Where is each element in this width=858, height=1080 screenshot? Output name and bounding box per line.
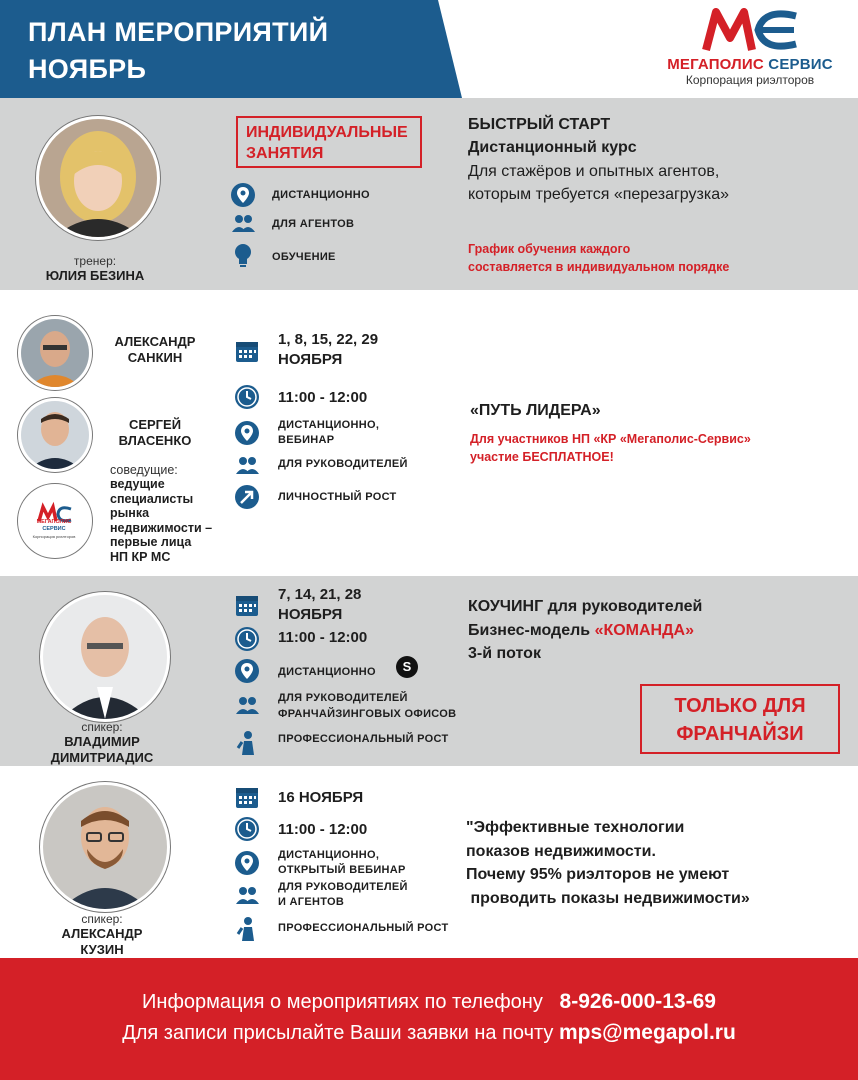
location-pin-icon bbox=[234, 658, 260, 684]
cohosts-desc-line: первые лица bbox=[110, 535, 192, 549]
host-2-first-name: СЕРГЕЙ bbox=[128, 417, 182, 432]
speaker-first-name: АЛЕКСАНДР bbox=[61, 926, 143, 941]
coaching-label: КОУЧИНГ bbox=[468, 598, 544, 615]
host-1-photo bbox=[18, 316, 92, 390]
clock-icon bbox=[234, 384, 260, 410]
speaker-caption: спикер: bbox=[81, 912, 123, 926]
dates-line-1: 7, 14, 21, 28 bbox=[278, 586, 362, 603]
calendar-icon bbox=[234, 784, 260, 810]
host-1-first-name: АЛЕКСАНДР bbox=[114, 334, 196, 349]
host-1-last-name: САНКИН bbox=[127, 350, 183, 365]
event-desc-line-2: которым требуется «перезагрузка» bbox=[468, 186, 729, 203]
company-logo-name bbox=[650, 56, 850, 73]
location-pin-icon bbox=[230, 182, 256, 208]
event-title-line-3: 3-й поток bbox=[468, 645, 541, 662]
title-line: "Эффективные технологии bbox=[466, 819, 685, 836]
lightbulb-icon bbox=[230, 242, 256, 268]
company-tagline: Корпорация риэлторов bbox=[685, 73, 815, 87]
event-topic: ЛИЧНОСТНЫЙ РОСТ bbox=[278, 491, 397, 503]
format-line-1: ДИСТАНЦИОННО, bbox=[278, 849, 380, 861]
title-line: проводить показы недвижимости» bbox=[466, 889, 750, 907]
event-subtitle: Дистанционный курс bbox=[468, 139, 637, 156]
contact-footer bbox=[0, 958, 858, 1080]
host-2-last-name: ВЛАСЕНКО bbox=[118, 433, 192, 448]
cohosts-desc-line: специалисты bbox=[110, 491, 194, 506]
event-time: 11:00 - 12:00 bbox=[278, 389, 368, 406]
people-icon bbox=[234, 452, 260, 478]
phone-number[interactable]: 8-926-000-13-69 bbox=[559, 990, 716, 1013]
speaker-last-name: КУЗИН bbox=[80, 942, 124, 957]
event-format: ДИСТАНЦИОННО bbox=[278, 666, 376, 678]
business-model-label: Бизнес-модель bbox=[468, 622, 595, 639]
phone-line bbox=[0, 990, 858, 1014]
trainer-caption: тренер: bbox=[73, 254, 117, 268]
event-leader-path bbox=[0, 290, 858, 576]
event-topic: ПРОФЕССИОНАЛЬНЫЙ РОСТ bbox=[278, 733, 449, 745]
speaker-photo bbox=[40, 592, 170, 722]
person-growth-icon bbox=[234, 916, 260, 942]
cohost-logo-tagline: Корпорация риэлторов bbox=[32, 534, 76, 539]
business-model-name: «КОМАНДА» bbox=[594, 622, 694, 639]
trainer-photo bbox=[36, 116, 160, 240]
schedule-note-line-1: График обучения каждого bbox=[468, 242, 631, 256]
people-icon bbox=[230, 210, 256, 236]
email-caption: Для записи присылайте Ваши заявки на почту bbox=[122, 1022, 554, 1044]
growth-arrow-icon bbox=[234, 484, 260, 510]
individual-lessons-badge bbox=[236, 116, 422, 168]
cohost-logo-brand-b: СЕРВИС bbox=[42, 526, 66, 532]
cohost-logo-brand-a: МЕГАПОЛИС bbox=[36, 519, 72, 525]
event-showing-technologies bbox=[0, 766, 858, 958]
topic-label: ОБУЧЕНИЕ bbox=[272, 251, 336, 263]
schedule-note-line-2: составляется в индивидуальном порядке bbox=[468, 260, 730, 274]
location-pin-icon bbox=[234, 850, 260, 876]
title-line-2: НОЯБРЬ bbox=[28, 54, 147, 84]
speaker-caption: спикер: bbox=[81, 720, 123, 734]
email-address[interactable]: mps@megapol.ru bbox=[558, 1021, 736, 1044]
format-line-2: ВЕБИНАР bbox=[278, 434, 335, 446]
event-title: БЫСТРЫЙ СТАРТ bbox=[468, 116, 611, 133]
cohost-logo-text bbox=[26, 519, 82, 540]
audience-line-2: ФРАНЧАЙЗИНГОВЫХ ОФИСОВ bbox=[278, 708, 457, 720]
format-line-1: ДИСТАНЦИОННО, bbox=[278, 419, 380, 431]
cohosts-caption: соведущие: bbox=[110, 463, 178, 477]
coaching-target: для руководителей bbox=[543, 598, 703, 615]
people-icon bbox=[234, 882, 260, 908]
speaker-photo bbox=[40, 782, 170, 912]
event-format bbox=[278, 848, 406, 878]
logo-brand-b: СЕРВИС bbox=[768, 56, 833, 73]
cohosts-desc-line: НП КР МС bbox=[110, 549, 171, 564]
host-1-name bbox=[100, 334, 210, 366]
event-desc-line-1: Для стажёров и опытных агентов, bbox=[468, 163, 720, 180]
cohosts-desc-line: ведущие bbox=[110, 477, 165, 491]
event-audience: ДЛЯ РУКОВОДИТЕЛЕЙ bbox=[278, 458, 408, 470]
event-date: 16 НОЯБРЯ bbox=[278, 789, 364, 806]
speaker-name bbox=[27, 734, 177, 766]
title-line-1: ПЛАН МЕРОПРИЯТИЙ bbox=[28, 17, 329, 47]
members-note-line-1: Для участников НП «КР «Мегаполис-Сервис» bbox=[470, 432, 751, 446]
host-2-name bbox=[100, 417, 210, 449]
franchise-only-badge bbox=[640, 684, 840, 754]
audience-line-1: ДЛЯ РУКОВОДИТЕЛЕЙ bbox=[278, 881, 408, 893]
cohosts-desc-line: рынка bbox=[110, 506, 150, 520]
badge-line-2: ФРАНЧАЙЗИ bbox=[676, 723, 804, 745]
clock-icon bbox=[234, 626, 260, 652]
event-title-line-1 bbox=[468, 596, 702, 618]
event-time: 11:00 - 12:00 bbox=[278, 821, 368, 838]
cohosts-desc-line: недвижимости – bbox=[110, 520, 213, 535]
format-label: ДИСТАНЦИОННО bbox=[272, 189, 370, 201]
dates-line-2: НОЯБРЯ bbox=[278, 606, 343, 623]
email-line bbox=[0, 1021, 858, 1045]
event-dates bbox=[278, 585, 361, 625]
audience-line-2: И АГЕНТОВ bbox=[278, 896, 345, 908]
members-note-line-2: участие БЕСПЛАТНОЕ! bbox=[470, 450, 614, 464]
event-audience bbox=[278, 690, 456, 722]
cohosts-description bbox=[110, 477, 212, 564]
event-time: 11:00 - 12:00 bbox=[278, 629, 368, 646]
event-dates bbox=[278, 330, 378, 370]
event-title bbox=[466, 816, 750, 910]
host-2-photo bbox=[18, 398, 92, 472]
event-format bbox=[278, 418, 379, 448]
location-pin-icon bbox=[234, 420, 260, 446]
event-audience bbox=[278, 880, 408, 910]
dates-line-1: 1, 8, 15, 22, 29 bbox=[278, 331, 379, 348]
event-topic: ПРОФЕССИОНАЛЬНЫЙ РОСТ bbox=[278, 922, 449, 934]
speaker-name bbox=[27, 926, 177, 958]
calendar-icon bbox=[234, 338, 260, 364]
phone-caption: Информация о мероприятиях по телефону bbox=[142, 991, 543, 1013]
calendar-icon bbox=[234, 592, 260, 618]
event-title: «ПУТЬ ЛИДЕРА» bbox=[470, 402, 601, 419]
person-growth-icon bbox=[234, 730, 260, 756]
dates-line-2: НОЯБРЯ bbox=[278, 351, 343, 368]
event-coaching bbox=[0, 576, 858, 766]
trainer-name: ЮЛИЯ БЕЗИНА bbox=[45, 268, 145, 283]
title-line: показов недвижимости. bbox=[466, 842, 656, 860]
page-title bbox=[28, 14, 328, 88]
clock-icon bbox=[234, 816, 260, 842]
badge-line-1: ТОЛЬКО ДЛЯ bbox=[674, 695, 806, 717]
company-logo-mark bbox=[700, 8, 800, 54]
audience-line-1: ДЛЯ РУКОВОДИТЕЛЕЙ bbox=[278, 692, 408, 704]
skype-icon: S bbox=[396, 656, 418, 678]
audience-label: ДЛЯ АГЕНТОВ bbox=[272, 218, 355, 230]
people-icon bbox=[234, 692, 260, 718]
event-individual-lessons bbox=[0, 98, 858, 290]
badge-line-1: ИНДИВИДУАЛЬНЫЕ bbox=[246, 124, 408, 141]
speaker-first-name: ВЛАДИМИР bbox=[64, 734, 140, 749]
title-line: Почему 95% риэлторов не умеют bbox=[466, 866, 730, 883]
format-line-2: ОТКРЫТЫЙ ВЕБИНАР bbox=[278, 864, 406, 876]
speaker-last-name: ДИМИТРИАДИС bbox=[50, 750, 154, 765]
header bbox=[0, 0, 858, 98]
event-title-line-2 bbox=[468, 620, 694, 642]
badge-line-2: ЗАНЯТИЯ bbox=[246, 145, 324, 162]
logo-brand-a: МЕГАПОЛИС bbox=[667, 56, 764, 73]
